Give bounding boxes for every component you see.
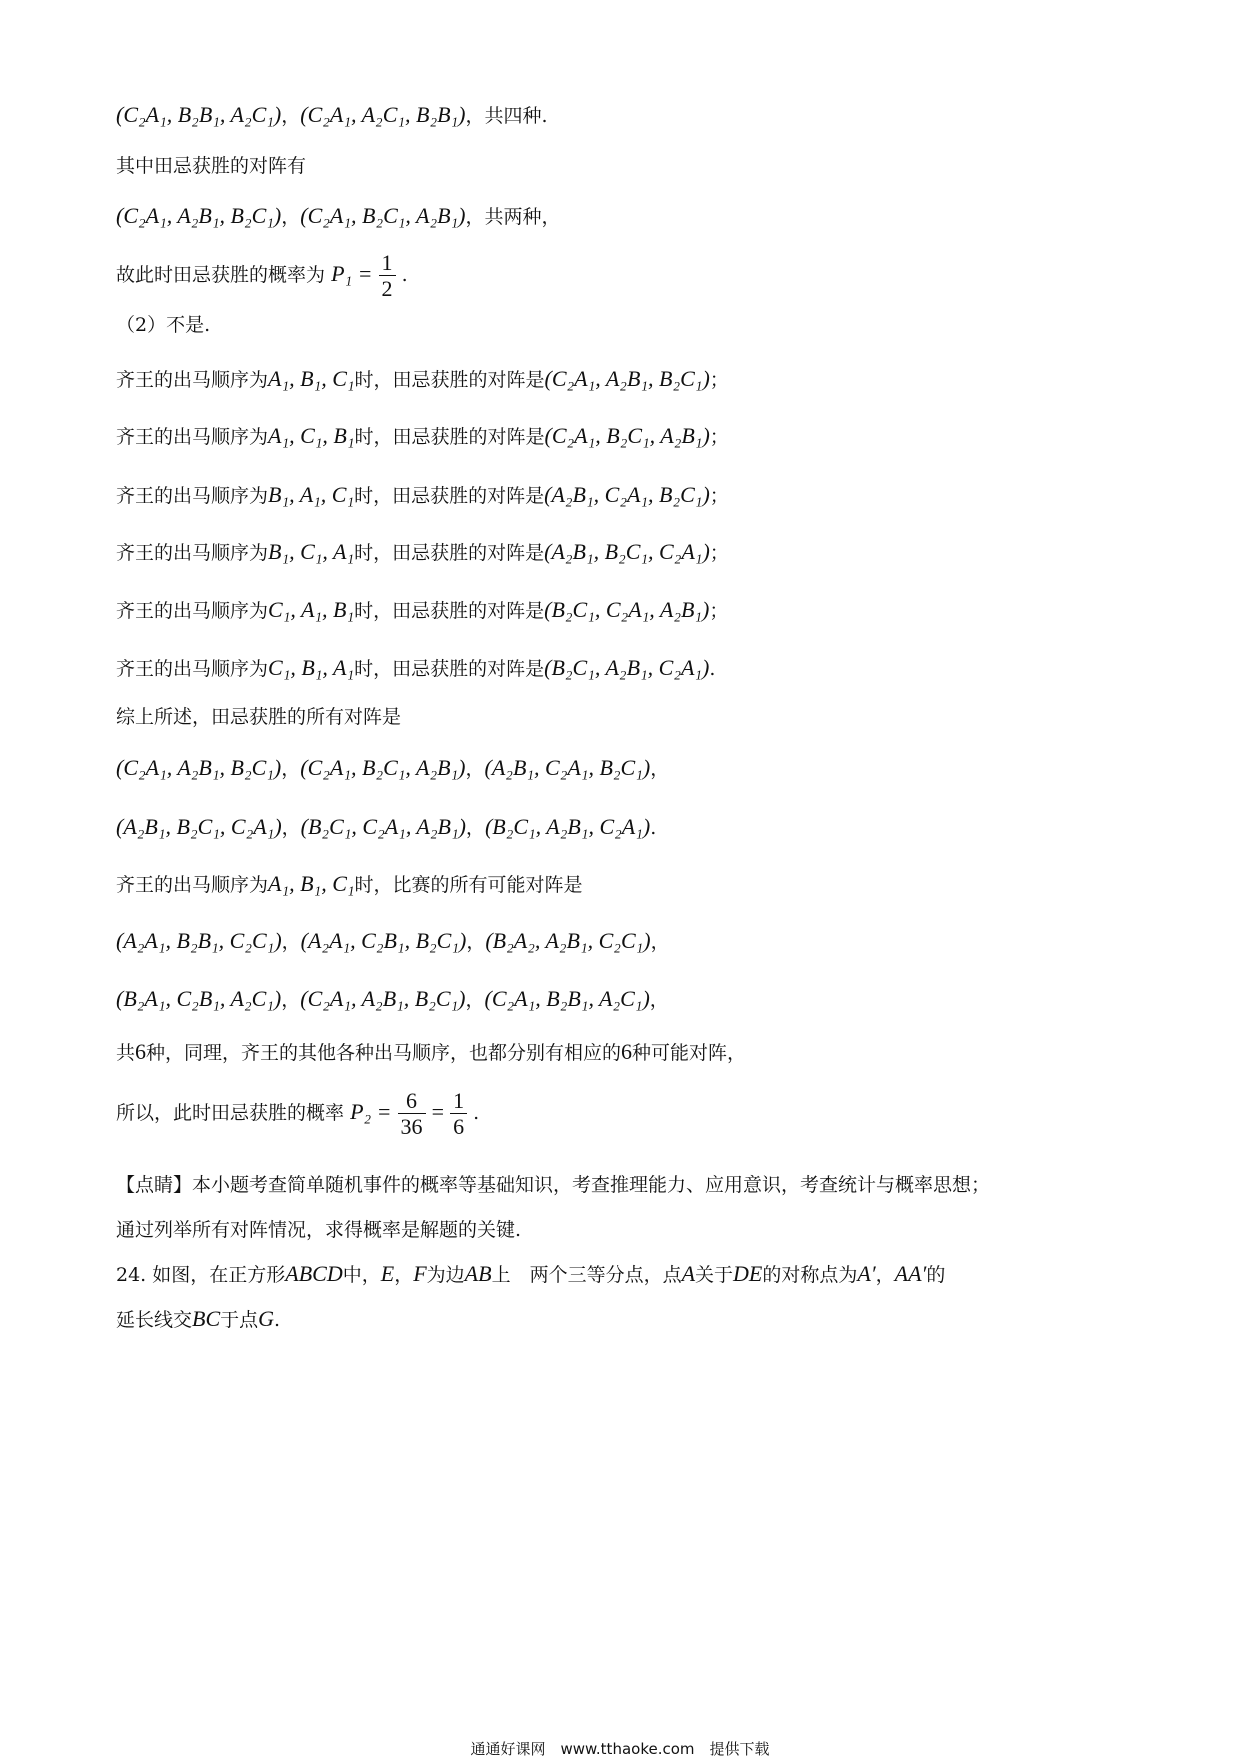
order-line-1: 齐王的出马顺序为A₁, B₁, C₁时，田忌获胜的对阵是(C₂A₁, A₂B₁, B₂C₁)；: [116, 366, 729, 391]
text-line-comment-2: 通过列举所有对阵情况，求得概率是解题的关键.: [116, 1219, 522, 1241]
text-line-wins-2: (A₂B₁, B₂C₁, C₂A₁)，(B₂C₁, C₂A₁, A₂B₁)，(B₂C₁, A₂B₁, C₂A₁).: [116, 814, 657, 839]
order-line-4: 齐王的出马顺序为B₁, C₁, A₁时，田忌获胜的对阵是(A₂B₁, B₂C₁, C₂A₁)；: [116, 539, 729, 564]
math-formula: (C₂A₁, B₂B₁, A₂C₁): [116, 102, 282, 127]
math-formula: (C₂A₁, B₂C₁, A₂B₁): [300, 203, 466, 228]
question-24-line-1: 24. 如图，在正方形ABCD中，E，F为边AB上 两个三等分点，点A关于DE的对称点为A′，AA′的: [116, 1261, 946, 1286]
order-line-3: 齐王的出马顺序为B₁, A₁, C₁时，田忌获胜的对阵是(A₂B₁, C₂A₁, B₂C₁)；: [116, 482, 729, 507]
fraction: $\frac{6}{36}$: [398, 1088, 426, 1140]
text-line-1: (C₂A₁, B₂B₁, A₂C₁)，(C₂A₁, A₂C₁, B₂B₁)，共四种.: [116, 102, 548, 127]
text-line-4: 故此时田忌获胜的概率为 P₁ = $\frac{1}{2}$ .: [116, 250, 408, 302]
text-line-p2: 所以，此时田忌获胜的概率 P₂ = $\frac{6}{36}$ = $\frac{1}{6}$ .: [116, 1088, 480, 1140]
question-24-line-2: 延长线交BC于点G.: [116, 1306, 281, 1331]
page-footer: 通通好课网 www.tthaoke.com 提供下载: [470, 1740, 770, 1758]
order-line-5: 齐王的出马顺序为C₁, A₁, B₁时，田忌获胜的对阵是(B₂C₁, C₂A₁, A₂B₁)；: [116, 597, 729, 622]
math-variable: P₁ =: [331, 260, 373, 286]
order-line-2: 齐王的出马顺序为A₁, C₁, B₁时，田忌获胜的对阵是(C₂A₁, B₂C₁, A₂B₁)；: [116, 423, 729, 448]
text-line-summary: 综上所述，田忌获胜的所有对阵是: [116, 706, 402, 728]
text-line-3: (C₂A₁, A₂B₁, B₂C₁)，(C₂A₁, B₂C₁, A₂B₁)，共两种，: [116, 203, 561, 228]
text-line-wins-1: (C₂A₁, A₂B₁, B₂C₁)，(C₂A₁, B₂C₁, A₂B₁)，(A₂B₁, C₂A₁, B₂C₁)，: [116, 755, 670, 780]
fraction: $\frac{1}{6}$: [450, 1088, 467, 1140]
fraction: $\frac{1}{2}$: [379, 250, 396, 302]
order-line-6: 齐王的出马顺序为C₁, B₁, A₁时，田忌获胜的对阵是(B₂C₁, A₂B₁, C₂A₁).: [116, 655, 716, 680]
math-variable: P₂ =: [350, 1098, 392, 1124]
text-line-2: 其中田忌获胜的对阵有: [116, 155, 307, 177]
math-formula: (C₂A₁, A₂C₁, B₂B₁): [300, 102, 466, 127]
text-line-comment-1: 【点睛】本小题考查简单随机事件的概率等基础知识，考查推理能力、应用意识，考查统计与概率思想；: [116, 1174, 991, 1196]
text-line-all-1: (A₂A₁, B₂B₁, C₂C₁)，(A₂A₁, C₂B₁, B₂C₁)，(B₂A₂, A₂B₁, C₂C₁)，: [116, 928, 670, 953]
math-formula: (C₂A₁, A₂B₁, B₂C₁): [116, 203, 282, 228]
text-line-all-orders: 齐王的出马顺序为A₁, B₁, C₁时，比赛的所有可能对阵是: [116, 871, 583, 896]
text-line-5: （2）不是.: [116, 314, 211, 336]
text-line-count: 共6种，同理，齐王的其他各种出马顺序，也都分别有相应的6种可能对阵，: [116, 1039, 747, 1064]
text-line-all-2: (B₂A₁, C₂B₁, A₂C₁)，(C₂A₁, A₂B₁, B₂C₁)，(C₂A₁, B₂B₁, A₂C₁)，: [116, 986, 669, 1011]
